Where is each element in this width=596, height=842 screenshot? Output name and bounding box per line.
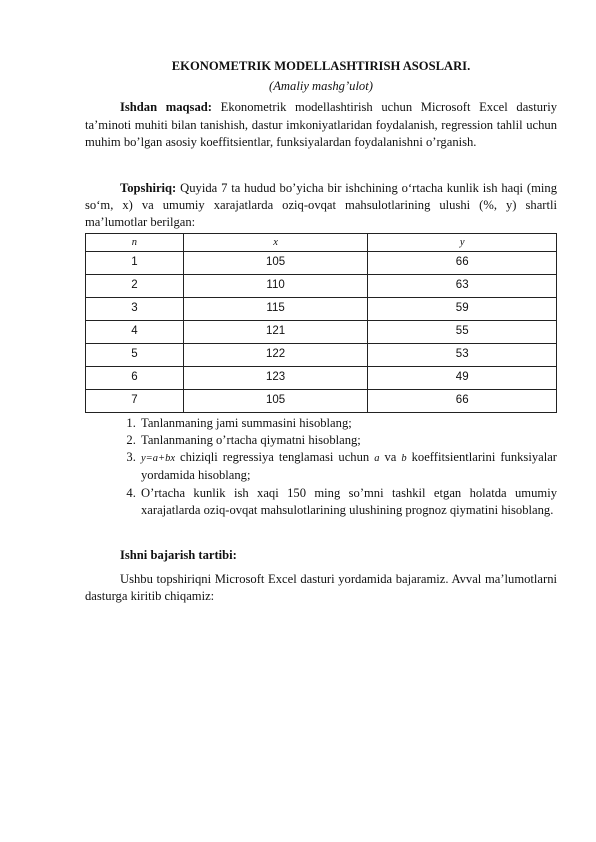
coefficient-a: a [374,453,380,465]
table-row [86,343,557,366]
data-table [85,233,557,413]
purpose-label: Ishdan maqsad: [120,100,212,115]
procedure-heading: Ishni bajarish tartibi: [120,548,237,563]
list-item: 4. O’rtacha kunlik ish xaqi 150 ming so’mni tashkil etgan holatda umumiy xarajatlarda oziq-ovqat mahsulotlarining ulushining prognoz qiymatini hisoblang. [139,485,557,519]
cell-n: 3 [86,297,184,320]
purpose-text: Ekonometrik modellashtirish uchun Microsoft Excel dasturiy ta’minoti muhiti bilan tanishish, dastur imkoniyatlaridan foydalanish, regression tahlil uchun muhim bo’lgan asosiy koeffitsientlar, funksiyalardan foydalanishni o’rganish. [85,100,557,149]
task-label: Topshiriq: [120,181,177,196]
column-header-y: y [368,233,557,251]
table-row [86,297,557,320]
document-title: EKONOMETRIK MODELLASHTIRISH ASOSLARI. [171,59,471,73]
table-row [86,366,557,389]
cell-x: 122 [183,343,368,366]
cell-y: 66 [368,389,557,412]
cell-x: 110 [183,274,368,297]
cell-y: 66 [368,251,557,274]
document-subtitle: (Amaliy mashg’ulot) [269,79,373,94]
cell-n: 7 [86,389,184,412]
task-list [85,415,557,519]
cell-n: 1 [86,251,184,274]
document-page [85,58,557,606]
cell-y: 53 [368,343,557,366]
task-text: Quyida 7 ta hudud bo’yicha bir ishchining o‘rtacha kunlik ish haqi (ming so‘m, x) va umumiy xarajatlarda oziq-ovqat mahsulotlarining ulushi (%, y) shartli ma’lumotlar berilgan: [85,181,557,230]
list-item: 2. Tanlanmaning o’rtacha qiymatni hisoblang; [139,432,557,449]
purpose-paragraph [85,99,557,151]
cell-x: 105 [183,389,368,412]
table-row [86,320,557,343]
cell-y: 59 [368,297,557,320]
procedure-paragraph: Ushbu topshiriqni Microsoft Excel dasturi yordamida bajaramiz. Avval ma’lumotlarni dasturga kiritib chiqamiz: [85,572,557,604]
cell-n: 5 [86,343,184,366]
table-row [86,274,557,297]
task-paragraph [85,180,557,232]
table-row [86,251,557,274]
cell-x: 121 [183,320,368,343]
regression-formula: y=a+bx [141,453,175,465]
cell-y: 55 [368,320,557,343]
column-header-n: n [86,233,184,251]
cell-y: 49 [368,366,557,389]
cell-n: 2 [86,274,184,297]
coefficient-b: b [401,453,407,465]
column-header-x: x [183,233,368,251]
list-item: 3. y=a+bx chiziqli regressiya tenglamasi uchun a va b koeffitsientlarini funksiyalar yordamida hisoblang; [139,449,557,484]
cell-y: 63 [368,274,557,297]
cell-x: 123 [183,366,368,389]
cell-x: 105 [183,251,368,274]
cell-n: 6 [86,366,184,389]
list-item: 1. Tanlanmaning jami summasini hisoblang; [139,415,557,432]
cell-x: 115 [183,297,368,320]
table-row [86,389,557,412]
table-header-row [86,233,557,251]
cell-n: 4 [86,320,184,343]
